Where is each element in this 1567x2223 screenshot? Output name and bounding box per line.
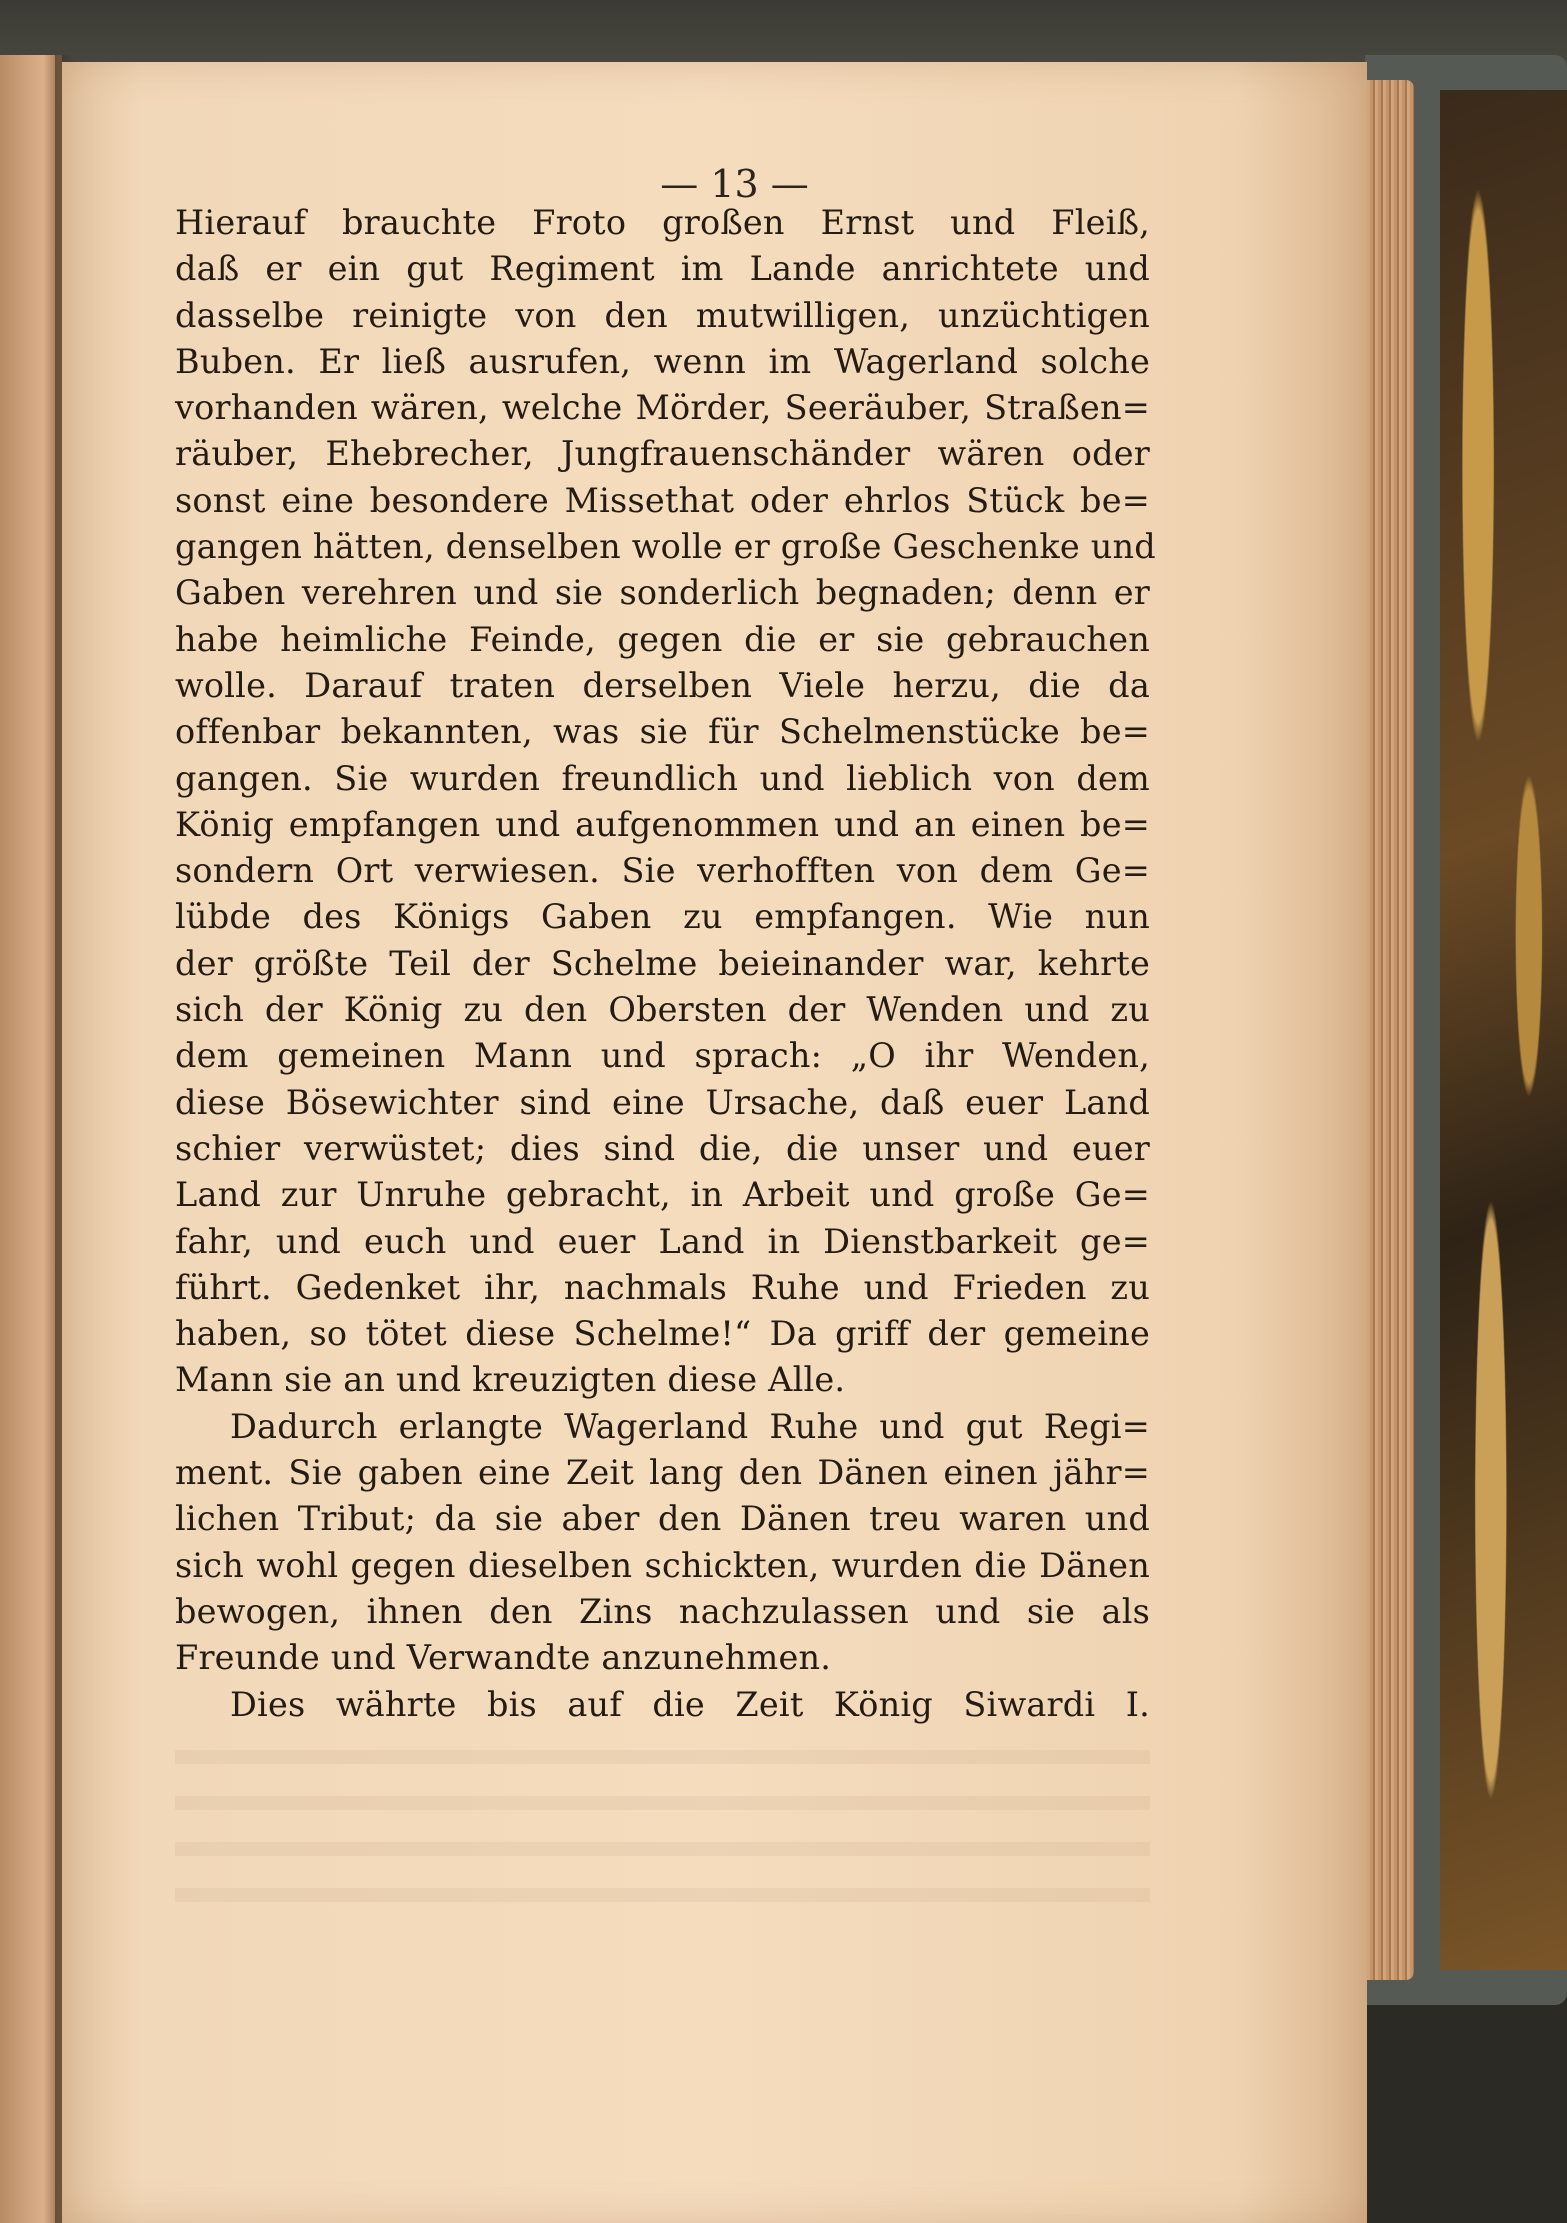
text-line: sonst eine besondere Missethat oder ehrlos Stück be= <box>175 480 1150 520</box>
marbled-cover <box>1440 90 1567 1970</box>
text-line: Gaben verehren und sie sonderlich begnaden; denn er <box>175 573 1150 613</box>
text-line: schier verwüstet; dies sind die, die unser und euer <box>175 1128 1150 1168</box>
page-edges <box>1362 80 1414 1980</box>
facing-page-edge <box>0 55 62 2223</box>
text-line: Dadurch erlangte Wagerland Ruhe und gut Regi= <box>230 1406 1150 1446</box>
text-line: sondern Ort verwiesen. Sie verhofften von dem Ge= <box>175 851 1150 891</box>
body-text <box>175 200 1156 1728</box>
show-through <box>175 1730 1150 1910</box>
text-line: sich wohl gegen dieselben schickten, wurden die Dänen <box>175 1545 1150 1585</box>
text-line: sich der König zu den Obersten der Wenden und zu <box>175 990 1150 1030</box>
text-line: fahr, und euch und euer Land in Dienstbarkeit ge= <box>175 1221 1150 1261</box>
text-line: lichen Tribut; da sie aber den Dänen treu waren und <box>175 1499 1150 1539</box>
text-line: haben, so tötet diese Schelme!“ Da griff der gemeine <box>175 1314 1150 1354</box>
page-number: — 13 — <box>660 162 809 206</box>
text-line: räuber, Ehebrecher, Jungfrauenschänder wären oder <box>175 434 1150 474</box>
text-line: daß er ein gut Regiment im Lande anrichtete und <box>175 249 1150 289</box>
text-line: ment. Sie gaben eine Zeit lang den Dänen einen jähr= <box>175 1453 1150 1493</box>
text-line: wolle. Darauf traten derselben Viele herzu, die da <box>175 665 1150 705</box>
text-line: diese Bösewichter sind eine Ursache, daß euer Land <box>175 1082 1150 1122</box>
text-line: der größte Teil der Schelme beieinander war, kehrte <box>175 943 1150 983</box>
text-line: Freunde und Verwandte anzunehmen. <box>175 1638 832 1678</box>
text-line: gangen hätten, denselben wolle er große Geschenke und <box>175 527 1156 567</box>
text-line: offenbar bekannten, was sie für Schelmenstücke be= <box>175 712 1150 752</box>
text-line: führt. Gedenket ihr, nachmals Ruhe und Frieden zu <box>175 1267 1150 1307</box>
text-line: bewogen, ihnen den Zins nachzulassen und sie als <box>175 1591 1150 1631</box>
text-line: gangen. Sie wurden freundlich und lieblich von dem <box>175 758 1150 798</box>
text-line: Hierauf brauchte Froto großen Ernst und Fleiß, <box>175 203 1150 242</box>
book-page <box>62 62 1367 2223</box>
text-line: Mann sie an und kreuzigten diese Alle. <box>175 1360 846 1400</box>
text-line: Buben. Er ließ ausrufen, wenn im Wagerland solche <box>175 341 1150 381</box>
text-line: dem gemeinen Mann und sprach: „O ihr Wenden, <box>175 1036 1150 1076</box>
text-line: habe heimliche Feinde, gegen die er sie gebrauchen <box>175 619 1150 659</box>
text-line: Land zur Unruhe gebracht, in Arbeit und große Ge= <box>175 1175 1150 1215</box>
text-line: Dies währte bis auf die Zeit König Siwardi I. <box>230 1684 1150 1724</box>
text-line: vorhanden wären, welche Mörder, Seeräuber, Straßen= <box>175 388 1150 428</box>
text-line: König empfangen und aufgenommen und an einen be= <box>175 804 1150 844</box>
text-line: dasselbe reinigte von den mutwilligen, unzüchtigen <box>175 295 1150 335</box>
text-line: lübde des Königs Gaben zu empfangen. Wie nun <box>175 897 1150 937</box>
